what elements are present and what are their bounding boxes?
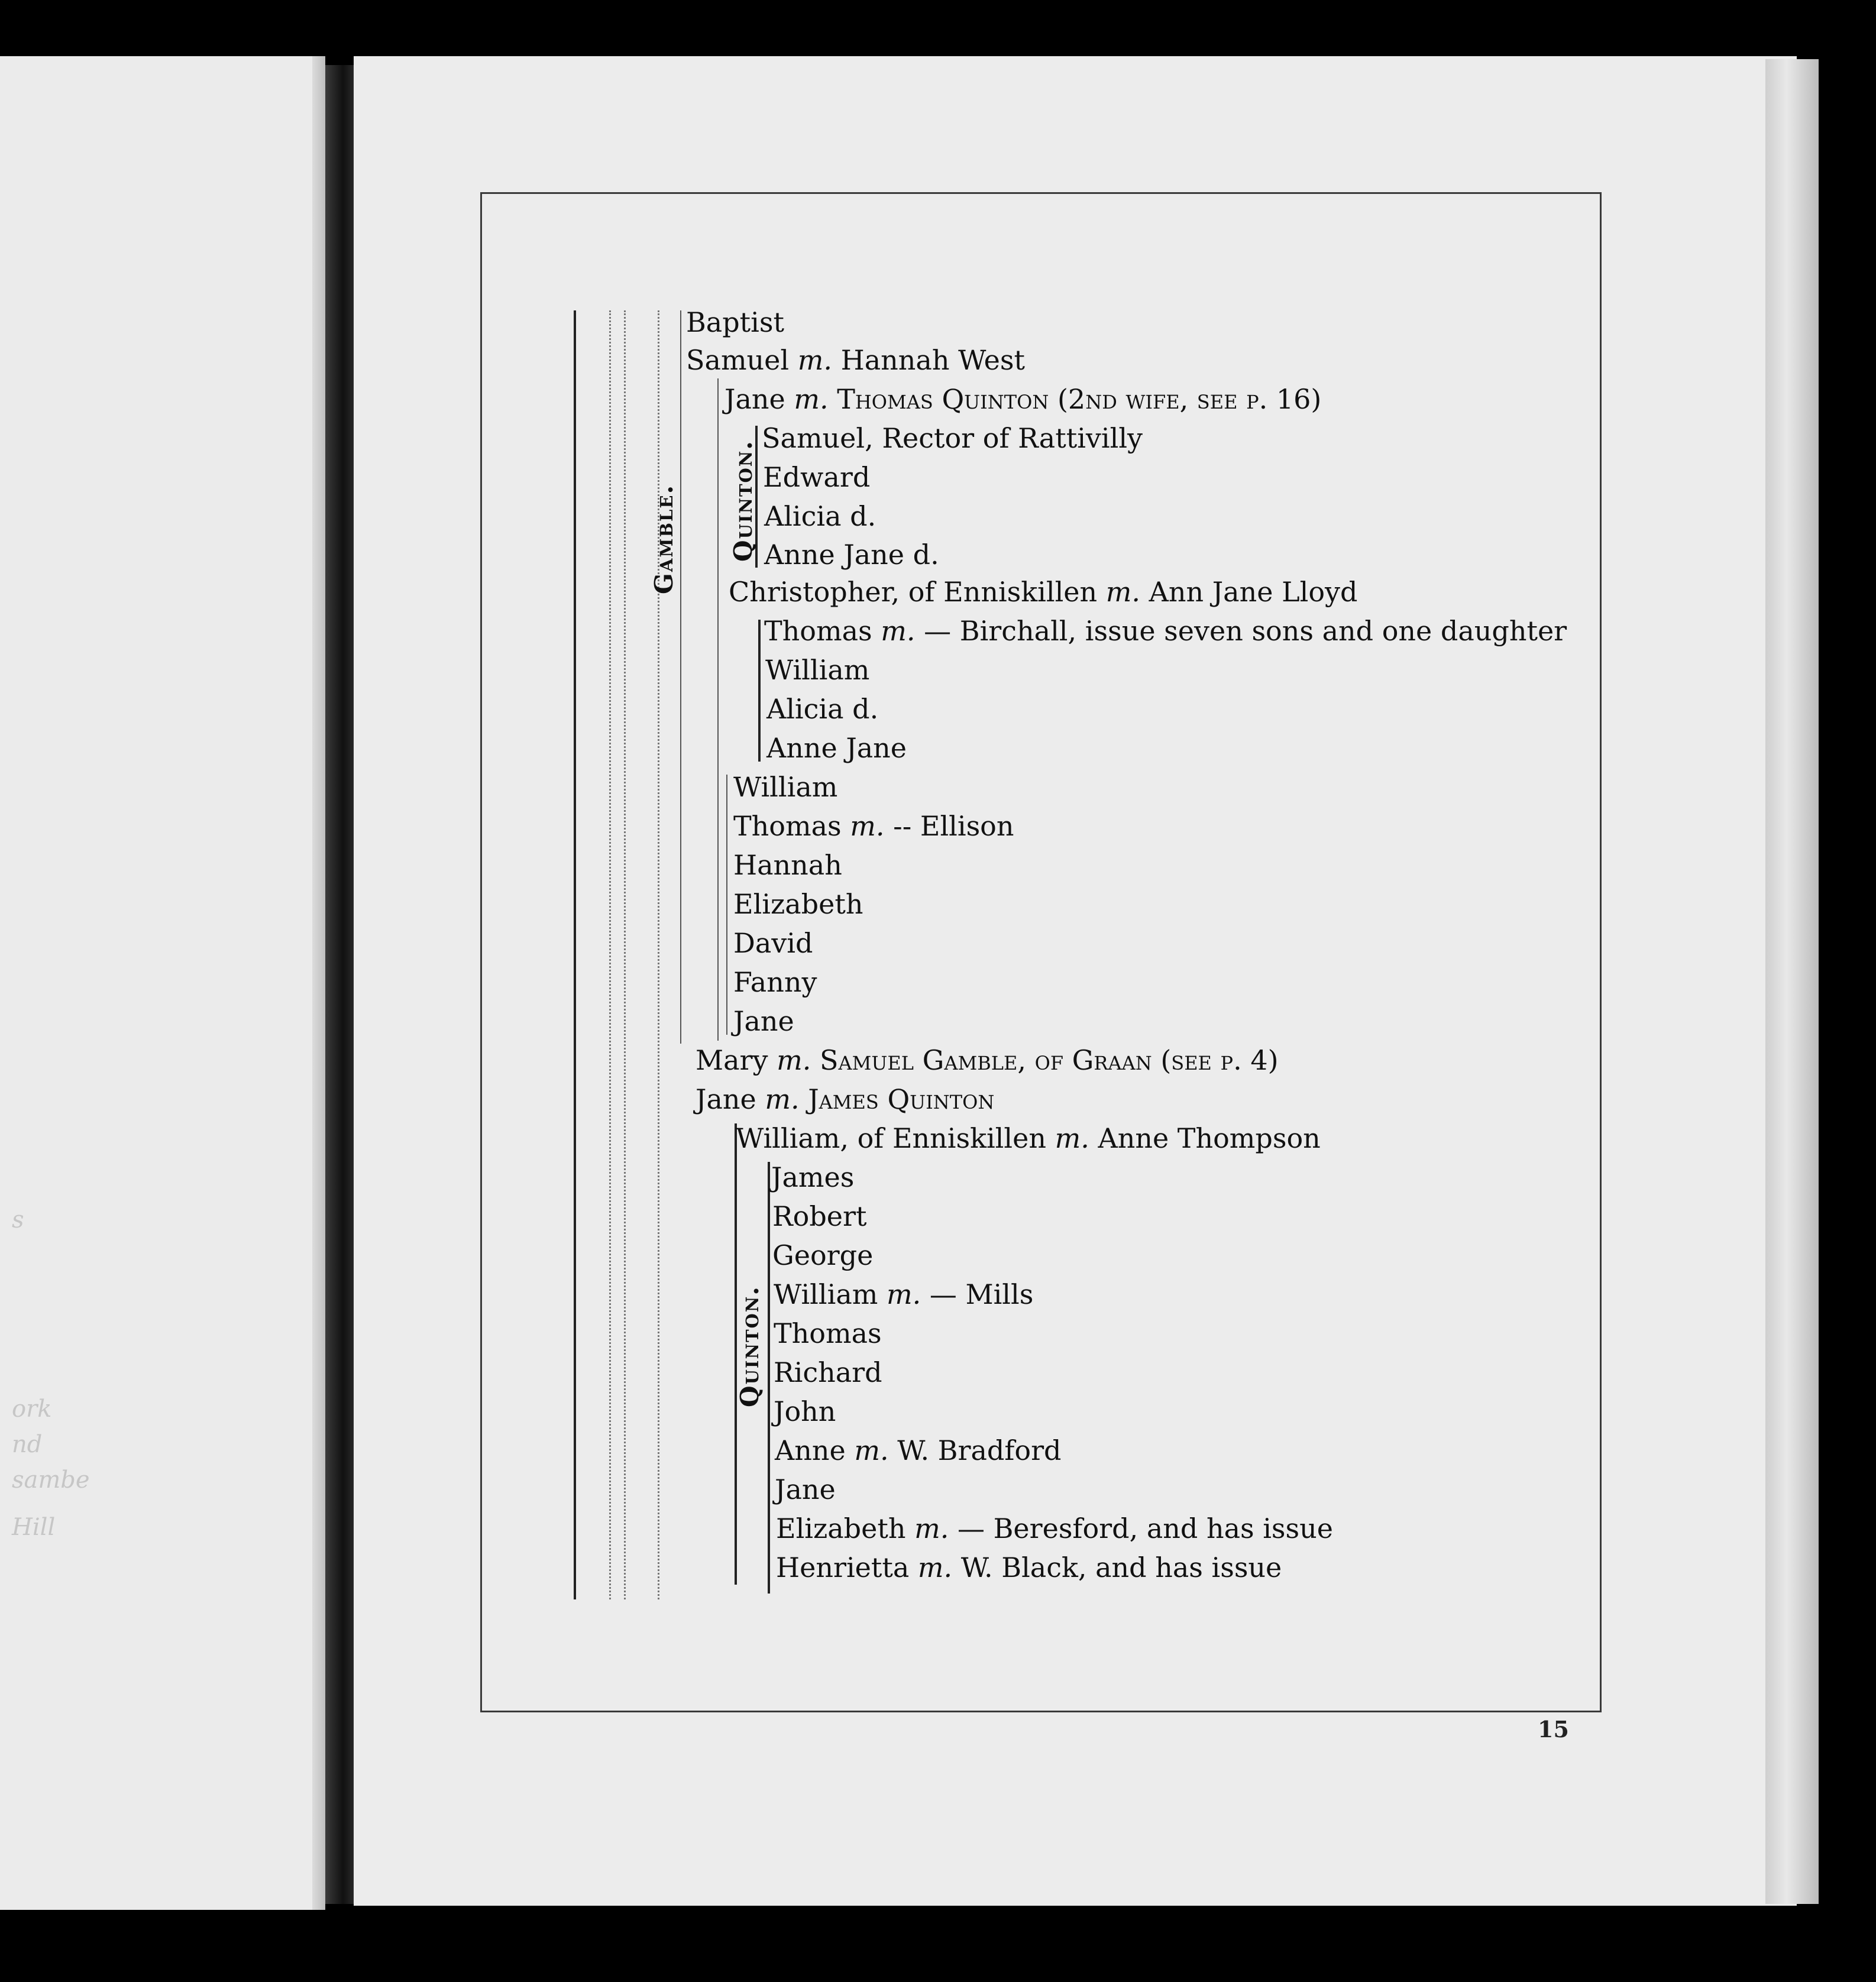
entry-elizabeth: Elizabeth: [733, 888, 863, 920]
entry-george: George: [772, 1239, 874, 1271]
family-label-quinton: Quinton.: [735, 1285, 764, 1407]
family-label-gamble: Gamble.: [649, 484, 678, 594]
entry-jane: Jane m. Thomas Quinton (2nd wife, see p. 16): [724, 383, 1322, 415]
entry-alicia: Alicia d.: [766, 693, 879, 725]
entry-john: John: [774, 1395, 836, 1427]
page-number: 15: [1538, 1716, 1569, 1743]
entry-thomas: Thomas m. -- Ellison: [733, 810, 1014, 842]
entry-samuel-quinton: Samuel, Rector of Rattivilly: [762, 422, 1143, 454]
entry-jane: Jane m. James Quinton: [696, 1083, 995, 1115]
entry-richard: Richard: [774, 1356, 882, 1388]
entry-james: James: [771, 1161, 855, 1193]
entry-thomas: Thomas: [774, 1317, 882, 1349]
book-gutter: [325, 65, 355, 1904]
tree-line-dotted-2: [624, 310, 626, 1599]
entry-christopher: Christopher, of Enniskillen m. Ann Jane Lloyd: [729, 576, 1358, 608]
entry-anne: Anne m. W. Bradford: [775, 1434, 1062, 1466]
entry-baptist: Baptist: [686, 306, 784, 338]
tree-line-siblings: [726, 775, 727, 1035]
entry-thomas: Thomas m. — Birchall, issue seven sons and one daughter: [764, 615, 1567, 647]
entry-hannah: Hannah: [733, 849, 842, 881]
entry-edward: Edward: [763, 461, 871, 493]
entry-mary: Mary m. Samuel Gamble, of Graan (see p. 4): [696, 1044, 1279, 1076]
left-page-edge: [312, 56, 325, 1910]
entry-jane: Jane: [733, 1005, 794, 1037]
page-stack-edge: [1765, 59, 1819, 1904]
entry-henrietta: Henrietta m. W. Black, and has issue: [776, 1552, 1282, 1583]
left-page: [0, 56, 325, 1910]
entry-robert: Robert: [772, 1200, 867, 1232]
entry-samuel: Samuel m. Hannah West: [686, 344, 1025, 376]
entry-jane: Jane: [775, 1473, 836, 1505]
entry-william-enniskillen: William, of Enniskillen m. Anne Thompson: [736, 1122, 1321, 1154]
entry-william: William: [765, 654, 870, 686]
tree-line-christopher: [758, 620, 761, 762]
margin-fragment: s: [12, 1206, 24, 1233]
entry-elizabeth: Elizabeth m. — Beresford, and has issue: [776, 1513, 1333, 1544]
tree-line-quinton-2: [768, 1162, 770, 1594]
tree-line-root: [574, 310, 576, 1599]
family-label-quinton: Quinton.: [729, 440, 758, 562]
entry-david: David: [733, 927, 813, 959]
entry-anne-jane: Anne Jane: [766, 732, 907, 764]
tree-line-children: [717, 378, 719, 1041]
margin-fragment: sambe: [12, 1466, 90, 1494]
entry-anne-jane: Anne Jane d.: [764, 539, 939, 571]
entry-william: William m. — Mills: [774, 1278, 1034, 1310]
tree-line-dotted-1: [609, 310, 611, 1599]
margin-fragment: nd: [12, 1431, 43, 1458]
entry-william: William: [733, 771, 838, 803]
page-border: [480, 192, 1602, 1712]
entry-fanny: Fanny: [733, 966, 817, 998]
entry-alicia: Alicia d.: [764, 500, 876, 532]
margin-fragment: ork: [12, 1395, 52, 1423]
tree-line-samuel: [680, 310, 681, 1044]
margin-fragment: Hill: [12, 1514, 56, 1541]
